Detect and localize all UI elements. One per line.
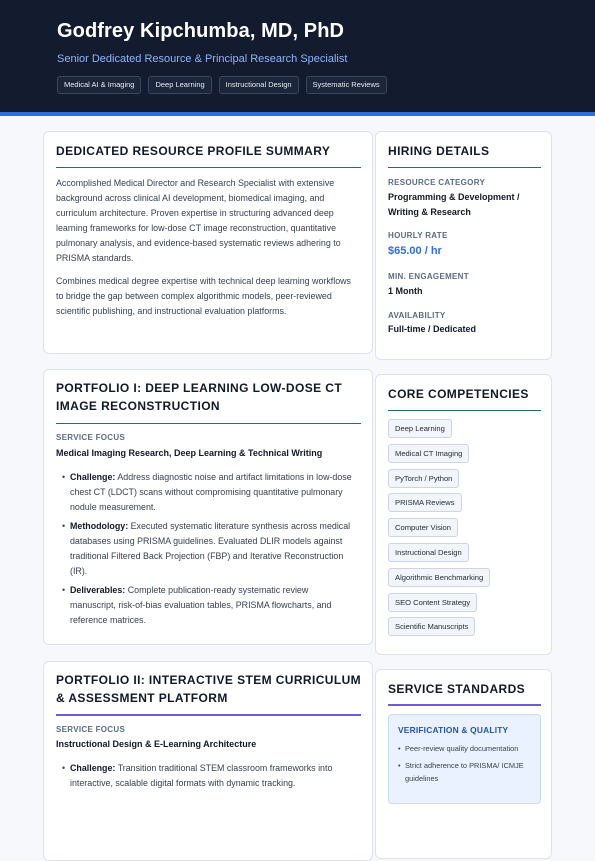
focus-label: SERVICE FOCUS xyxy=(56,433,126,442)
portfolio-bullets xyxy=(56,761,356,795)
bullet-text: Complete publication-ready systematic review manuscript, risk-of-bias evaluation tables, PRISMA flowcharts, and reference matrices. xyxy=(70,585,332,625)
portfolio-card xyxy=(43,661,373,861)
rate-label: HOURLY RATE xyxy=(388,231,448,240)
verification-box xyxy=(388,714,541,804)
core-competencies-card xyxy=(375,374,552,655)
standard-text: Peer-review quality documentation xyxy=(405,744,519,753)
engagement-label: MIN. ENGAGEMENT xyxy=(388,272,469,281)
bullet-text: Executed systematic literature synthesis across medical databases using PRISMA guidelines. Evaluated DLIR models against traditional Filtered Back Projection (FBP) and Iterative Reconstruction (IR). xyxy=(70,521,351,576)
competency-tag: Medical CT Imaging xyxy=(388,444,469,463)
engagement-value: 1 Month xyxy=(388,286,423,296)
competency-tag: Scientific Manuscripts xyxy=(388,617,475,636)
card-title: HIRING DETAILS xyxy=(388,144,490,158)
hiring-details-card xyxy=(375,131,552,360)
title-divider xyxy=(388,167,541,168)
list-item: • Challenge: Address diagnostic noise and artifact limitations in low-dose chest CT (LDCT) scans without compromising quantitative pulmonary nodule measurement. xyxy=(62,472,352,512)
specialty-tag: Instructional Design xyxy=(219,76,299,94)
card-title: SERVICE STANDARDS xyxy=(388,682,526,696)
bullet-label: Methodology: xyxy=(70,521,129,531)
card-title: PORTFOLIO I: DEEP LEARNING LOW-DOSE CT IMAGE RECONSTRUCTION xyxy=(56,381,343,413)
title-divider xyxy=(56,423,361,424)
focus-value: Medical Imaging Research, Deep Learning & Technical Writing xyxy=(56,448,323,458)
focus-value: Instructional Design & E-Learning Architecture xyxy=(56,739,257,749)
competency-tag: Deep Learning xyxy=(388,419,452,438)
availability-label: AVAILABILITY xyxy=(388,311,446,320)
standards-list xyxy=(398,742,534,789)
summary-paragraph: Combines medical degree expertise with technical deep learning workflows to bridge the gap between complex algorithmic models, peer-reviewed scientific publishing, and instructional evaluation platforms. xyxy=(56,276,351,316)
competency-tag: PyTorch / Python xyxy=(388,469,459,488)
service-standards-card xyxy=(375,669,552,859)
verification-title: VERIFICATION & QUALITY xyxy=(398,725,509,735)
bullet-label: Deliverables: xyxy=(70,585,126,595)
title-divider xyxy=(56,167,361,168)
list-item: • Strict adherence to PRISMA/ ICMJE guidelines xyxy=(398,761,524,783)
competency-tag: PRISMA Reviews xyxy=(388,493,462,512)
availability-value: Full-time / Dedicated xyxy=(388,324,477,334)
title-divider xyxy=(388,410,541,411)
specialty-tag: Medical AI & Imaging xyxy=(57,76,141,94)
candidate-name: Godfrey Kipchumba, MD, PhD xyxy=(57,20,345,42)
bullet-label: Challenge: xyxy=(70,472,116,482)
list-item: • Challenge: Transition traditional STEM classroom frameworks into interactive, scalable digital formats with dynamic tracking. xyxy=(62,763,333,788)
portfolio-card xyxy=(43,369,373,645)
specialty-tag: Systematic Reviews xyxy=(306,76,387,94)
card-title: CORE COMPETENCIES xyxy=(388,387,529,401)
card-title: DEDICATED RESOURCE PROFILE SUMMARY xyxy=(56,144,331,158)
title-divider xyxy=(388,704,541,706)
bullet-text: Address diagnostic noise and artifact limitations in low-dose chest CT (LDCT) scans without compromising quantitative pulmonary nodule measurement. xyxy=(70,472,352,512)
bullet-text: Transition traditional STEM classroom frameworks into interactive, scalable digital formats with dynamic tracking. xyxy=(70,763,333,788)
list-item: • Peer-review quality documentation xyxy=(398,744,519,753)
bullet-label: Challenge: xyxy=(70,763,116,773)
competency-list xyxy=(388,419,490,642)
page-header xyxy=(0,0,595,116)
candidate-title: Senior Dedicated Resource & Principal Research Specialist xyxy=(57,53,348,65)
title-divider xyxy=(56,714,361,716)
competency-tag: Computer Vision xyxy=(388,518,458,537)
category-value: Programming & Development / Writing & Research xyxy=(388,192,520,217)
card-title: PORTFOLIO II: INTERACTIVE STEM CURRICULUM & ASSESSMENT PLATFORM xyxy=(56,673,362,705)
list-item: • Methodology: Executed systematic literature synthesis across medical databases using PRISMA guidelines. Evaluated DLIR models against traditional Filtered Back Projection (FBP) and Iterative Reconstruction (IR). xyxy=(62,521,351,576)
specialty-tags xyxy=(57,76,387,94)
specialty-tag: Deep Learning xyxy=(148,76,211,94)
rate-value: $65.00 / hr xyxy=(388,245,442,257)
category-label: RESOURCE CATEGORY xyxy=(388,178,486,187)
competency-tag: Instructional Design xyxy=(388,543,469,562)
list-item: • Deliverables: Complete publication-ready systematic review manuscript, risk-of-bias evaluation tables, PRISMA flowcharts, and reference matrices. xyxy=(62,585,332,625)
profile-summary-card xyxy=(43,131,373,354)
competency-tag: Algorithmic Benchmarking xyxy=(388,568,490,587)
summary-paragraph: Accomplished Medical Director and Research Specialist with extensive background across clinical AI development, biomedical imaging, and curriculum architecture. Proven expertise in structuring advanced deep learning frameworks for low-dose CT image reconstruction, quantitative pulmonary analysis, and evidence-based systematic reviews adhering to PRISMA standards. xyxy=(56,178,341,263)
competency-tag: SEO Content Strategy xyxy=(388,593,477,612)
focus-label: SERVICE FOCUS xyxy=(56,725,126,734)
standard-text: Strict adherence to PRISMA/ ICMJE guidelines xyxy=(405,761,524,783)
portfolio-bullets xyxy=(56,470,356,632)
